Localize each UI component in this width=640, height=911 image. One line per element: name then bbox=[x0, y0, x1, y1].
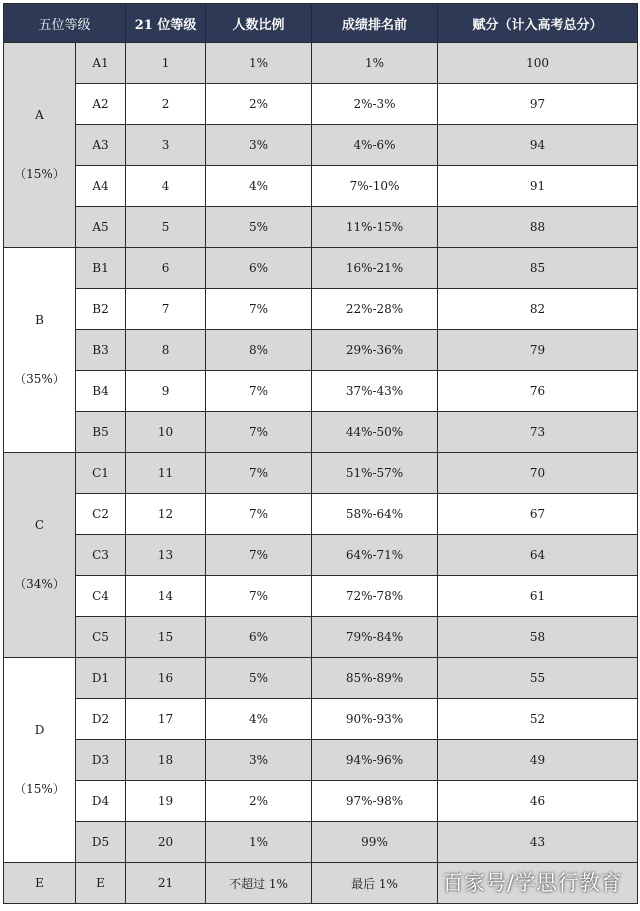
table-row bbox=[4, 125, 638, 166]
cell-ratio: 7% bbox=[206, 289, 312, 330]
grade-percent: （15%） bbox=[14, 167, 65, 181]
cell-sub: C5 bbox=[76, 617, 126, 658]
cell-level: 8 bbox=[126, 330, 206, 371]
grade-letter: D bbox=[34, 722, 45, 737]
table-row bbox=[4, 781, 638, 822]
five-level-cell bbox=[4, 658, 76, 863]
cell-ratio: 2% bbox=[206, 781, 312, 822]
table-row bbox=[4, 84, 638, 125]
cell-score: 52 bbox=[438, 699, 638, 740]
cell-level: 20 bbox=[126, 822, 206, 863]
cell-sub: D2 bbox=[76, 699, 126, 740]
header-row bbox=[4, 4, 638, 43]
cell-level: 10 bbox=[126, 412, 206, 453]
cell-score: 82 bbox=[438, 289, 638, 330]
table-row bbox=[4, 822, 638, 863]
cell-sub: A2 bbox=[76, 84, 126, 125]
cell-sub: B5 bbox=[76, 412, 126, 453]
header-score: 赋分（计入高考总分） bbox=[438, 4, 638, 43]
cell-e-grade: E bbox=[4, 863, 76, 904]
cell-score: 97 bbox=[438, 84, 638, 125]
grade-letter: B bbox=[35, 312, 44, 327]
cell-sub: C1 bbox=[76, 453, 126, 494]
cell-sub: A4 bbox=[76, 166, 126, 207]
cell-rank: 64%-71% bbox=[312, 535, 438, 576]
cell-ratio: 7% bbox=[206, 494, 312, 535]
table-row bbox=[4, 248, 638, 289]
cell-level: 13 bbox=[126, 535, 206, 576]
cell-ratio: 1% bbox=[206, 43, 312, 84]
cell-rank: 58%-64% bbox=[312, 494, 438, 535]
cell-ratio: 3% bbox=[206, 740, 312, 781]
cell-e-sub: E bbox=[76, 863, 126, 904]
cell-sub: B4 bbox=[76, 371, 126, 412]
cell-level: 2 bbox=[126, 84, 206, 125]
table-row bbox=[4, 166, 638, 207]
cell-level: 9 bbox=[126, 371, 206, 412]
cell-rank: 85%-89% bbox=[312, 658, 438, 699]
table-row bbox=[4, 535, 638, 576]
cell-rank: 11%-15% bbox=[312, 207, 438, 248]
cell-ratio: 5% bbox=[206, 207, 312, 248]
five-level-cell bbox=[4, 453, 76, 658]
cell-rank: 97%-98% bbox=[312, 781, 438, 822]
header-five-level: 五位等级 bbox=[4, 4, 126, 43]
cell-ratio: 3% bbox=[206, 125, 312, 166]
five-level-cell bbox=[4, 43, 76, 248]
cell-ratio: 7% bbox=[206, 453, 312, 494]
cell-rank: 4%-6% bbox=[312, 125, 438, 166]
grade-percent: （35%） bbox=[14, 372, 65, 386]
cell-sub: D5 bbox=[76, 822, 126, 863]
grade-letter: A bbox=[35, 107, 44, 122]
table-row bbox=[4, 207, 638, 248]
cell-sub: B1 bbox=[76, 248, 126, 289]
cell-rank: 99% bbox=[312, 822, 438, 863]
cell-score: 46 bbox=[438, 781, 638, 822]
cell-score: 73 bbox=[438, 412, 638, 453]
cell-ratio: 7% bbox=[206, 371, 312, 412]
cell-sub: A5 bbox=[76, 207, 126, 248]
cell-sub: D1 bbox=[76, 658, 126, 699]
cell-score: 64 bbox=[438, 535, 638, 576]
header-rank: 成绩排名前 bbox=[312, 4, 438, 43]
table-row bbox=[4, 371, 638, 412]
cell-ratio: 4% bbox=[206, 699, 312, 740]
table-row bbox=[4, 740, 638, 781]
cell-ratio: 7% bbox=[206, 412, 312, 453]
cell-ratio: 6% bbox=[206, 617, 312, 658]
table-row bbox=[4, 289, 638, 330]
cell-level: 3 bbox=[126, 125, 206, 166]
table-row bbox=[4, 330, 638, 371]
cell-sub: B2 bbox=[76, 289, 126, 330]
table-row bbox=[4, 412, 638, 453]
cell-rank: 22%-28% bbox=[312, 289, 438, 330]
cell-sub: B3 bbox=[76, 330, 126, 371]
cell-sub: C3 bbox=[76, 535, 126, 576]
cell-rank: 7%-10% bbox=[312, 166, 438, 207]
cell-sub: D4 bbox=[76, 781, 126, 822]
cell-level: 19 bbox=[126, 781, 206, 822]
table-row bbox=[4, 576, 638, 617]
cell-level: 15 bbox=[126, 617, 206, 658]
cell-score: 58 bbox=[438, 617, 638, 658]
cell-level: 6 bbox=[126, 248, 206, 289]
watermark: 百家号/学思行教育 bbox=[442, 871, 622, 895]
cell-level: 16 bbox=[126, 658, 206, 699]
cell-ratio: 7% bbox=[206, 576, 312, 617]
cell-rank: 44%-50% bbox=[312, 412, 438, 453]
cell-score: 61 bbox=[438, 576, 638, 617]
cell-score: 79 bbox=[438, 330, 638, 371]
grade-percent: （34%） bbox=[14, 577, 65, 591]
cell-rank: 79%-84% bbox=[312, 617, 438, 658]
cell-ratio: 4% bbox=[206, 166, 312, 207]
cell-score: 49 bbox=[438, 740, 638, 781]
cell-rank: 94%-96% bbox=[312, 740, 438, 781]
cell-score: 94 bbox=[438, 125, 638, 166]
cell-ratio: 6% bbox=[206, 248, 312, 289]
table-row bbox=[4, 43, 638, 84]
cell-level: 7 bbox=[126, 289, 206, 330]
cell-rank: 72%-78% bbox=[312, 576, 438, 617]
cell-sub: A1 bbox=[76, 43, 126, 84]
cell-sub: C2 bbox=[76, 494, 126, 535]
cell-ratio: 8% bbox=[206, 330, 312, 371]
cell-score: 76 bbox=[438, 371, 638, 412]
cell-rank: 51%-57% bbox=[312, 453, 438, 494]
cell-score: 85 bbox=[438, 248, 638, 289]
cell-level: 17 bbox=[126, 699, 206, 740]
cell-score: 88 bbox=[438, 207, 638, 248]
cell-e-ratio: 不超过 1% bbox=[206, 863, 312, 904]
header-ratio: 人数比例 bbox=[206, 4, 312, 43]
cell-level: 14 bbox=[126, 576, 206, 617]
cell-rank: 2%-3% bbox=[312, 84, 438, 125]
table-row bbox=[4, 658, 638, 699]
cell-score: 43 bbox=[438, 822, 638, 863]
cell-sub: A3 bbox=[76, 125, 126, 166]
five-level-cell bbox=[4, 248, 76, 453]
table-row bbox=[4, 617, 638, 658]
header-21-level: 21 位等级 bbox=[126, 4, 206, 43]
grade-table bbox=[3, 3, 638, 904]
table-row bbox=[4, 494, 638, 535]
table-row bbox=[4, 453, 638, 494]
cell-level: 4 bbox=[126, 166, 206, 207]
cell-sub: D3 bbox=[76, 740, 126, 781]
cell-score: 55 bbox=[438, 658, 638, 699]
cell-ratio: 1% bbox=[206, 822, 312, 863]
cell-rank: 90%-93% bbox=[312, 699, 438, 740]
cell-score: 91 bbox=[438, 166, 638, 207]
cell-e-level: 21 bbox=[126, 863, 206, 904]
cell-ratio: 5% bbox=[206, 658, 312, 699]
grade-percent: （15%） bbox=[14, 782, 65, 796]
cell-level: 11 bbox=[126, 453, 206, 494]
cell-rank: 1% bbox=[312, 43, 438, 84]
cell-score: 70 bbox=[438, 453, 638, 494]
cell-level: 12 bbox=[126, 494, 206, 535]
cell-rank: 16%-21% bbox=[312, 248, 438, 289]
cell-score: 100 bbox=[438, 43, 638, 84]
cell-ratio: 7% bbox=[206, 535, 312, 576]
cell-level: 18 bbox=[126, 740, 206, 781]
cell-rank: 37%-43% bbox=[312, 371, 438, 412]
cell-sub: C4 bbox=[76, 576, 126, 617]
grade-letter: C bbox=[34, 517, 45, 532]
cell-ratio: 2% bbox=[206, 84, 312, 125]
cell-e-rank: 最后 1% bbox=[312, 863, 438, 904]
cell-level: 1 bbox=[126, 43, 206, 84]
table-row bbox=[4, 699, 638, 740]
cell-score: 67 bbox=[438, 494, 638, 535]
cell-level: 5 bbox=[126, 207, 206, 248]
cell-rank: 29%-36% bbox=[312, 330, 438, 371]
